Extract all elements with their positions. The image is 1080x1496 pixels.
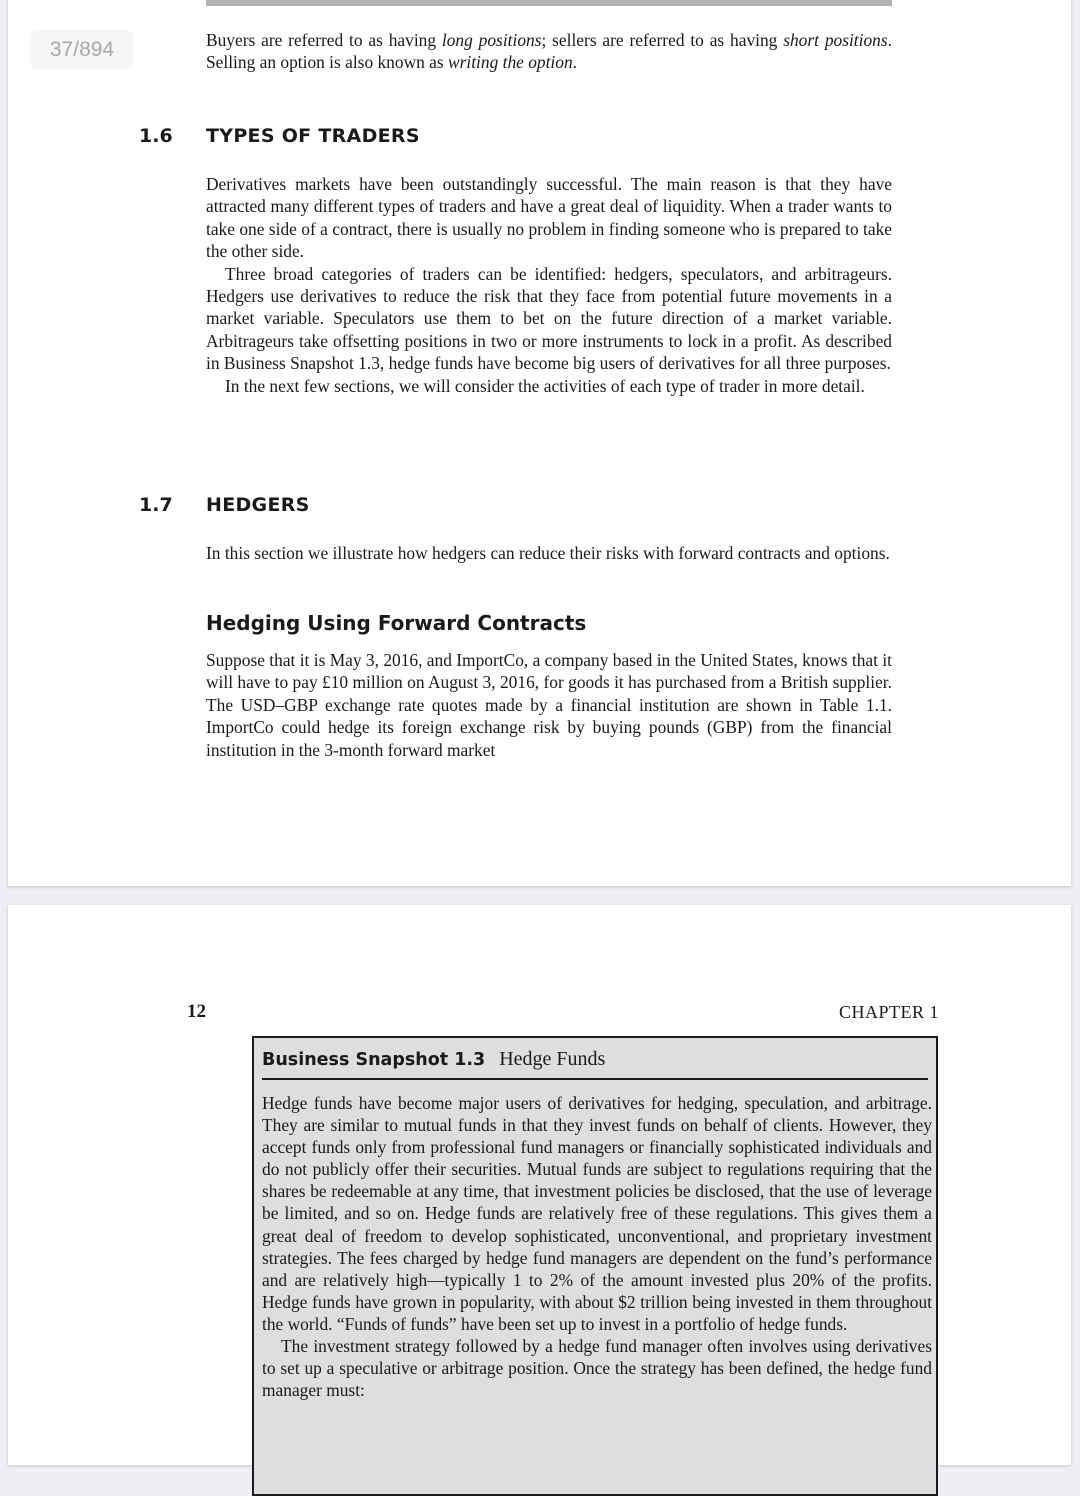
intro-text: . Selling an option is also known as (206, 30, 892, 73)
intro-paragraph (206, 29, 892, 74)
section-1-7-body (206, 542, 892, 564)
snapshot-label: Business Snapshot 1.3 (262, 1050, 486, 1070)
document-page-1 (8, 0, 1071, 886)
term-short-positions: short positions (783, 30, 888, 50)
paragraph: In the next few sections, we will consider the activities of each type of trader in more detail. (225, 375, 865, 396)
page-number: 12 (187, 1001, 206, 1022)
page-counter-badge: 37/894 (30, 30, 134, 70)
paragraph: In this section we illustrate how hedgers can reduce their risks with forward contracts and options. (206, 543, 890, 563)
running-head-chapter: CHAPTER 1 (838, 1002, 939, 1022)
snapshot-title: Hedge Funds (499, 1048, 606, 1070)
paragraph: Hedge funds have become major users of derivatives for hedging, speculation, and arbitrage. They are similar to mutual funds in that they invest funds on behalf of clients. However, they accept funds only from professional fund managers or financially sophisticated individuals and do not publicly offer their securities. Mutual funds are subject to regulations requiring that the shares be redeemable at any time, that investment policies be disclosed, that the use of leverage be limited, and so on. Hedge funds are relatively free of these regulations. This gives them a great deal of freedom to develop sophisticated, unconventional, and proprietary investment strategies. The fees charged by hedge fund managers are dependent on the fund’s performance and are relatively high—typically 1 to 2% of the amount invested plus 20% of the profits. Hedge funds have grown in popularity, with about $2 trillion being invested in them throughout the world. “Funds of funds” have been set up to invest in a portfolio of hedge funds. (262, 1093, 932, 1334)
section-number: 1.6 (139, 125, 173, 147)
term-writing-the-option: writing the option (448, 52, 573, 73)
section-number: 1.7 (139, 494, 173, 516)
intro-text: ; sellers are referred to as having (541, 30, 784, 50)
paragraph: Suppose that it is May 3, 2016, and ImportCo, a company based in the United States, knows that it will have to pay £10 million on August 3, 2016, for goods it has purchased from a British supplier. The USD–GBP exchange rate quotes made by a financial institution are shown in Table 1.1. ImportCo could hedge its foreign exchange risk by buying pounds (GBP) from the financial institution in the 3-month forward market (206, 650, 892, 760)
term-long-positions: long positions (441, 30, 542, 50)
section-1-6-body (206, 173, 892, 397)
intro-text: Buyers are referred to as having (206, 30, 442, 50)
table-bottom-rule (206, 0, 892, 6)
snapshot-body (262, 1092, 932, 1401)
paragraph: The investment strategy followed by a hedge fund manager often involves using derivatives to set up a speculative or arbitrage position. Once the strategy has been defined, the hedge fund manager must: (262, 1336, 932, 1401)
intro-text: . (572, 52, 578, 73)
snapshot-header (262, 1048, 928, 1080)
paragraph: Derivatives markets have been outstandingly successful. The main reason is that they have attracted many different types of traders and have a great deal of liquidity. When a trader wants to take one side of a contract, there is usually no problem in finding someone who is prepared to take the other side. (206, 174, 892, 262)
business-snapshot-box (252, 1036, 938, 1496)
section-title: HEDGERS (206, 494, 310, 516)
paragraph: Three broad categories of traders can be identified: hedgers, speculators, and arbitrageurs. Hedgers use derivatives to reduce the risk that they face from potential future movements in a market variable. Speculators use them to bet on the future direction of a market variable. Arbitrageurs take offsetting positions in two or more instruments to lock in a profit. As described in Business Snapshot 1.3, hedge funds have become big users of derivatives for all three purposes. (206, 263, 892, 374)
document-page-2 (8, 905, 1071, 1465)
subsection-body (206, 649, 892, 761)
subsection-title: Hedging Using Forward Contracts (206, 611, 587, 635)
section-title: TYPES OF TRADERS (206, 125, 420, 147)
